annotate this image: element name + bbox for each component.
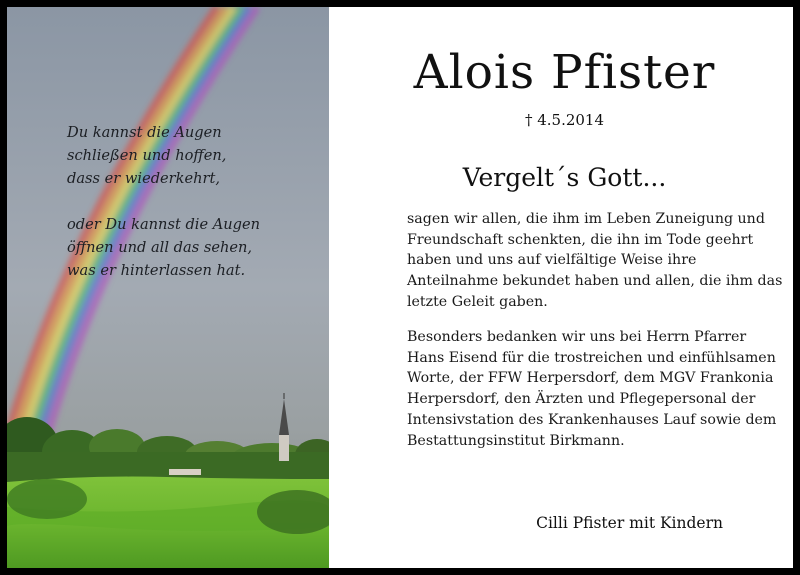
poem-line: oder Du kannst die Augen [67, 216, 261, 233]
thanks-paragraph-general: sagen wir allen, die ihm im Leben Zuneigung und Freundschaft schenkten, die ihn im Tode geehrt haben und uns auf vielfältige Weise ihre Anteilnahme bekundet haben und allen, die ihm das letzte Geleit gaben. [407, 211, 783, 310]
family-signature: Cilli Pfister mit Kindern [536, 514, 723, 532]
poem-line: schließen und hoffen, [67, 147, 227, 164]
poem-line: öffnen und all das sehen, [67, 239, 253, 256]
poem [67, 121, 317, 282]
thanks-paragraph-special: Besonders bedanken wir uns bei Herrn Pfarrer Hans Eisend für die trostreichen und einfühlsamen Worte, der FFW Herpersdorf, dem MGV Frankonia Herpersdorf, den Ärzten und Pflegepersonal der Intensivstation des Krankenhauses Lauf sowie dem Bestattungsinstitut Birkmann. [407, 329, 777, 449]
poem-line: dass er wiederkehrt, [67, 170, 221, 187]
death-date: † 4.5.2014 [524, 111, 605, 129]
poem-line: was er hinterlassen hat. [67, 262, 246, 279]
notice-text-panel [329, 7, 800, 568]
poem-line: Du kannst die Augen [67, 124, 222, 141]
deceased-name: Alois Pfister [413, 45, 716, 100]
poem-stanza-gap [67, 190, 317, 213]
rainbow-landscape-photo [7, 7, 329, 568]
rainbow-landscape-icon [7, 7, 329, 568]
thanks-heading: Vergelt´s Gott... [462, 163, 667, 192]
